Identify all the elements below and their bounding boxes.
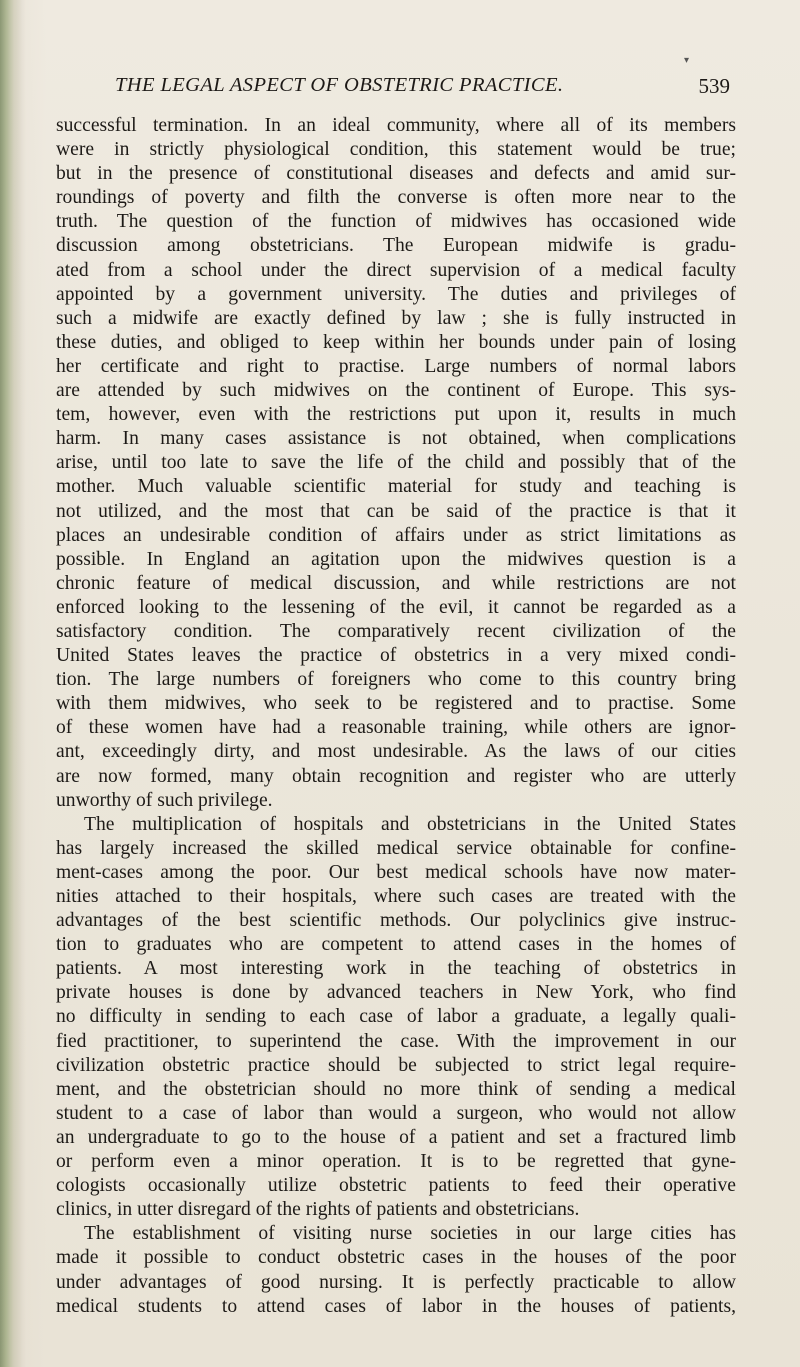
text-line: ment-cases among the poor. Our best medical schools have now mater-: [56, 861, 736, 883]
text-line: truth. The question of the function of midwives has occasioned wide: [56, 211, 736, 233]
text-line: satisfactory condition. The comparatively recent civilization of the: [56, 620, 736, 642]
text-line: such a midwife are exactly defined by law ; she is fully instructed in: [56, 307, 736, 329]
text-line: advantages of the best scientific methods. Our polyclinics give instruc-: [56, 910, 736, 932]
text-line: harm. In many cases assistance is not obtained, when complications: [56, 428, 736, 450]
text-line: ant, exceedingly dirty, and most undesirable. As the laws of our cities: [56, 741, 736, 763]
text-line: are attended by such midwives on the continent of Europe. This sys-: [56, 380, 736, 402]
text-line: medical students to attend cases of labor in the houses of patients,: [56, 1295, 736, 1317]
text-line: tem, however, even with the restrictions put upon it, results in much: [56, 404, 736, 426]
margin-mark: ▾: [684, 55, 690, 66]
text-line: no difficulty in sending to each case of labor a graduate, a legally quali-: [56, 1006, 736, 1028]
text-line: private houses is done by advanced teachers in New York, who find: [56, 982, 736, 1004]
text-line: clinics, in utter disregard of the rights of patients and obstetricians.: [56, 1199, 580, 1221]
text-line: enforced looking to the lessening of the evil, it cannot be regarded as a: [56, 596, 736, 618]
text-line: were in strictly physiological condition, this statement would be true;: [56, 139, 736, 161]
text-line: discussion among obstetricians. The European midwife is gradu-: [56, 235, 736, 257]
text-line: civilization obstetric practice should be subjected to strict legal require-: [56, 1054, 736, 1076]
text-line: with them midwives, who seek to be registered and to practise. Some: [56, 693, 736, 715]
text-line: The establishment of visiting nurse societies in our large cities has: [84, 1223, 736, 1245]
text-line: under advantages of good nursing. It is perfectly practicable to allow: [56, 1271, 736, 1293]
text-line: but in the presence of constitutional diseases and defects and amid sur-: [56, 163, 736, 185]
text-line: appointed by a government university. The duties and privileges of: [56, 283, 736, 305]
text-line: or perform even a minor operation. It is to be regretted that gyne-: [56, 1151, 736, 1173]
text-line: cologists occasionally utilize obstetric patients to feed their operative: [56, 1175, 736, 1197]
text-line: unworthy of such privilege.: [56, 789, 273, 811]
text-line: United States leaves the practice of obstetrics in a very mixed condi-: [56, 645, 736, 667]
text-line: successful termination. In an ideal community, where all of its members: [56, 115, 736, 136]
running-header: [115, 74, 730, 104]
page-gutter-shadow: [0, 0, 22, 1367]
text-line: fied practitioner, to superintend the case. With the improvement in our: [56, 1030, 736, 1052]
running-title: THE LEGAL ASPECT OF OBSTETRIC PRACTICE.: [115, 74, 564, 96]
text-line: The multiplication of hospitals and obstetricians in the United States: [84, 813, 736, 835]
text-line: ment, and the obstetrician should no more think of sending a medical: [56, 1078, 736, 1100]
text-line: places an undesirable condition of affairs under as strict limitations as: [56, 524, 736, 546]
text-line: has largely increased the skilled medical service obtainable for confine-: [56, 837, 736, 859]
text-line: mother. Much valuable scientific material for study and teaching is: [56, 476, 736, 498]
text-line: possible. In England an agitation upon the midwives question is a: [56, 548, 736, 570]
text-line: of these women have had a reasonable training, while others are ignor-: [56, 717, 736, 739]
text-line: these duties, and obliged to keep within her bounds under pain of losing: [56, 331, 736, 353]
text-line: tion to graduates who are competent to attend cases in the homes of: [56, 934, 736, 956]
text-line: an undergraduate to go to the house of a patient and set a fractured limb: [56, 1126, 736, 1148]
text-line: ated from a school under the direct supervision of a medical faculty: [56, 259, 736, 281]
text-line: her certificate and right to practise. Large numbers of normal labors: [56, 355, 736, 377]
text-line: patients. A most interesting work in the teaching of obstetrics in: [56, 958, 736, 980]
text-line: roundings of poverty and filth the converse is often more near to the: [56, 187, 736, 209]
text-line: are now formed, many obtain recognition and register who are utterly: [56, 765, 736, 787]
text-line: chronic feature of medical discussion, and while restrictions are not: [56, 572, 736, 594]
text-line: tion. The large numbers of foreigners who come to this country bring: [56, 669, 736, 691]
text-line: nities attached to their hospitals, where such cases are treated with the: [56, 886, 736, 907]
page-number: 539: [698, 74, 730, 98]
text-line: made it possible to conduct obstetric cases in the houses of the poor: [56, 1247, 736, 1269]
text-line: student to a case of labor than would a surgeon, who would not allow: [56, 1102, 736, 1124]
text-line: arise, until too late to save the life of the child and possibly that of the: [56, 452, 736, 474]
body-text: [56, 114, 736, 1319]
text-line: not utilized, and the most that can be said of the practice is that it: [56, 500, 736, 522]
